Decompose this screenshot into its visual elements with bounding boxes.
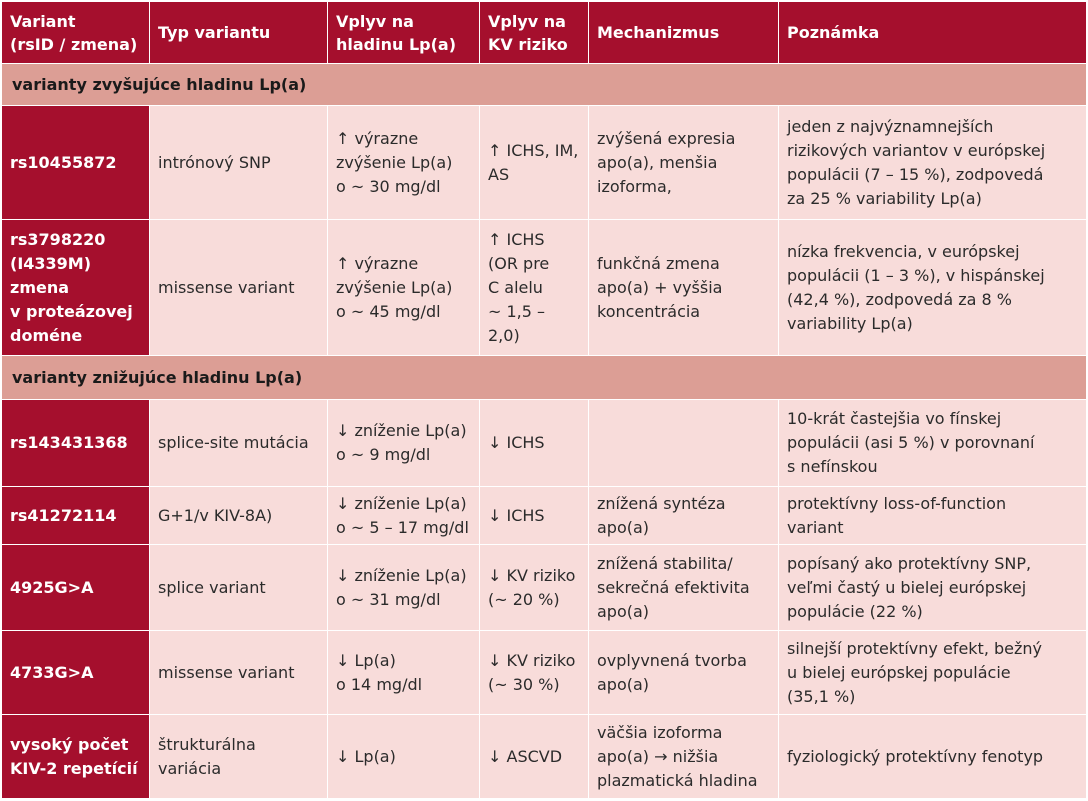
note-cell: nízka frekvencia, v európskej populácii (1 – 3 %), v hispánskej (42,4 %), zodpovedá za 8 % variability Lp(a) [779,220,1087,356]
type-cell: splice variant [150,545,328,631]
note-cell: jeden z najvýznamnejších rizikových variantov v európskej populácii (7 – 15 %), zodpovedá za 25 % variability Lp(a) [779,106,1087,220]
note-cell: fyziologický protektívny fenotyp [779,715,1087,799]
kv-cell: ↓ ICHS [480,400,589,487]
header-note: Poznámka [779,2,1087,64]
header-row [2,2,1087,64]
lpa-cell: ↓ zníženie Lp(a) o ~ 9 mg/dl [328,400,480,487]
table-row [2,631,1087,715]
header-type: Typ variantu [150,2,328,64]
variant-cell: 4925G>A [2,545,150,631]
section-title-decreasing: varianty znižujúce hladinu Lp(a) [2,356,1087,400]
lpa-cell: ↑ výrazne zvýšenie Lp(a) o ~ 45 mg/dl [328,220,480,356]
lpa-variants-table [1,1,1087,799]
type-cell: missense variant [150,220,328,356]
kv-cell: ↑ ICHS, IM, AS [480,106,589,220]
section-row [2,64,1087,106]
table-row [2,715,1087,799]
lpa-cell: ↓ Lp(a) o 14 mg/dl [328,631,480,715]
note-cell: protektívny loss-of-function variant [779,487,1087,545]
table-row [2,545,1087,631]
mechanism-cell: väčšia izoforma apo(a) → nižšia plazmatická hladina [589,715,779,799]
mechanism-cell: zvýšená expresia apo(a), menšia izoforma, [589,106,779,220]
section-title-increasing: varianty zvyšujúce hladinu Lp(a) [2,64,1087,106]
kv-cell: ↓ KV riziko (~ 30 %) [480,631,589,715]
table-row [2,487,1087,545]
lpa-cell: ↓ Lp(a) [328,715,480,799]
header-mechanism: Mechanizmus [589,2,779,64]
table-row [2,400,1087,487]
lpa-cell: ↓ zníženie Lp(a) o ~ 5 – 17 mg/dl [328,487,480,545]
note-cell: 10-krát častejšia vo fínskej populácii (asi 5 %) v porovnaní s nefínskou [779,400,1087,487]
mechanism-cell: znížená stabilita/ sekrečná efektivita apo(a) [589,545,779,631]
variant-cell: 4733G>A [2,631,150,715]
type-cell: G+1/v KIV-8A) [150,487,328,545]
kv-cell: ↓ KV riziko (~ 20 %) [480,545,589,631]
table-row [2,106,1087,220]
type-cell: missense variant [150,631,328,715]
variant-cell: rs3798220 (I4339M) zmena v proteázovej doméne [2,220,150,356]
note-cell: silnejší protektívny efekt, bežný u bielej európskej populácie (35,1 %) [779,631,1087,715]
mechanism-cell: znížená syntéza apo(a) [589,487,779,545]
note-cell: popísaný ako protektívny SNP, veľmi častý u bielej európskej populácie (22 %) [779,545,1087,631]
variant-cell: rs41272114 [2,487,150,545]
header-variant: Variant (rsID / zmena) [2,2,150,64]
header-kv-effect: Vplyv na KV riziko [480,2,589,64]
variant-cell: vysoký počet KIV-2 repetícií [2,715,150,799]
table-row [2,220,1087,356]
mechanism-cell [589,400,779,487]
variant-cell: rs10455872 [2,106,150,220]
type-cell: splice-site mutácia [150,400,328,487]
lpa-cell: ↑ výrazne zvýšenie Lp(a) o ~ 30 mg/dl [328,106,480,220]
lpa-cell: ↓ zníženie Lp(a) o ~ 31 mg/dl [328,545,480,631]
kv-cell: ↑ ICHS (OR pre C alelu ~ 1,5 – 2,0) [480,220,589,356]
mechanism-cell: ovplyvnená tvorba apo(a) [589,631,779,715]
kv-cell: ↓ ICHS [480,487,589,545]
mechanism-cell: funkčná zmena apo(a) + vyššia koncentrácia [589,220,779,356]
type-cell: intrónový SNP [150,106,328,220]
type-cell: štrukturálna variácia [150,715,328,799]
kv-cell: ↓ ASCVD [480,715,589,799]
section-row [2,356,1087,400]
variant-cell: rs143431368 [2,400,150,487]
header-lpa-effect: Vplyv na hladinu Lp(a) [328,2,480,64]
